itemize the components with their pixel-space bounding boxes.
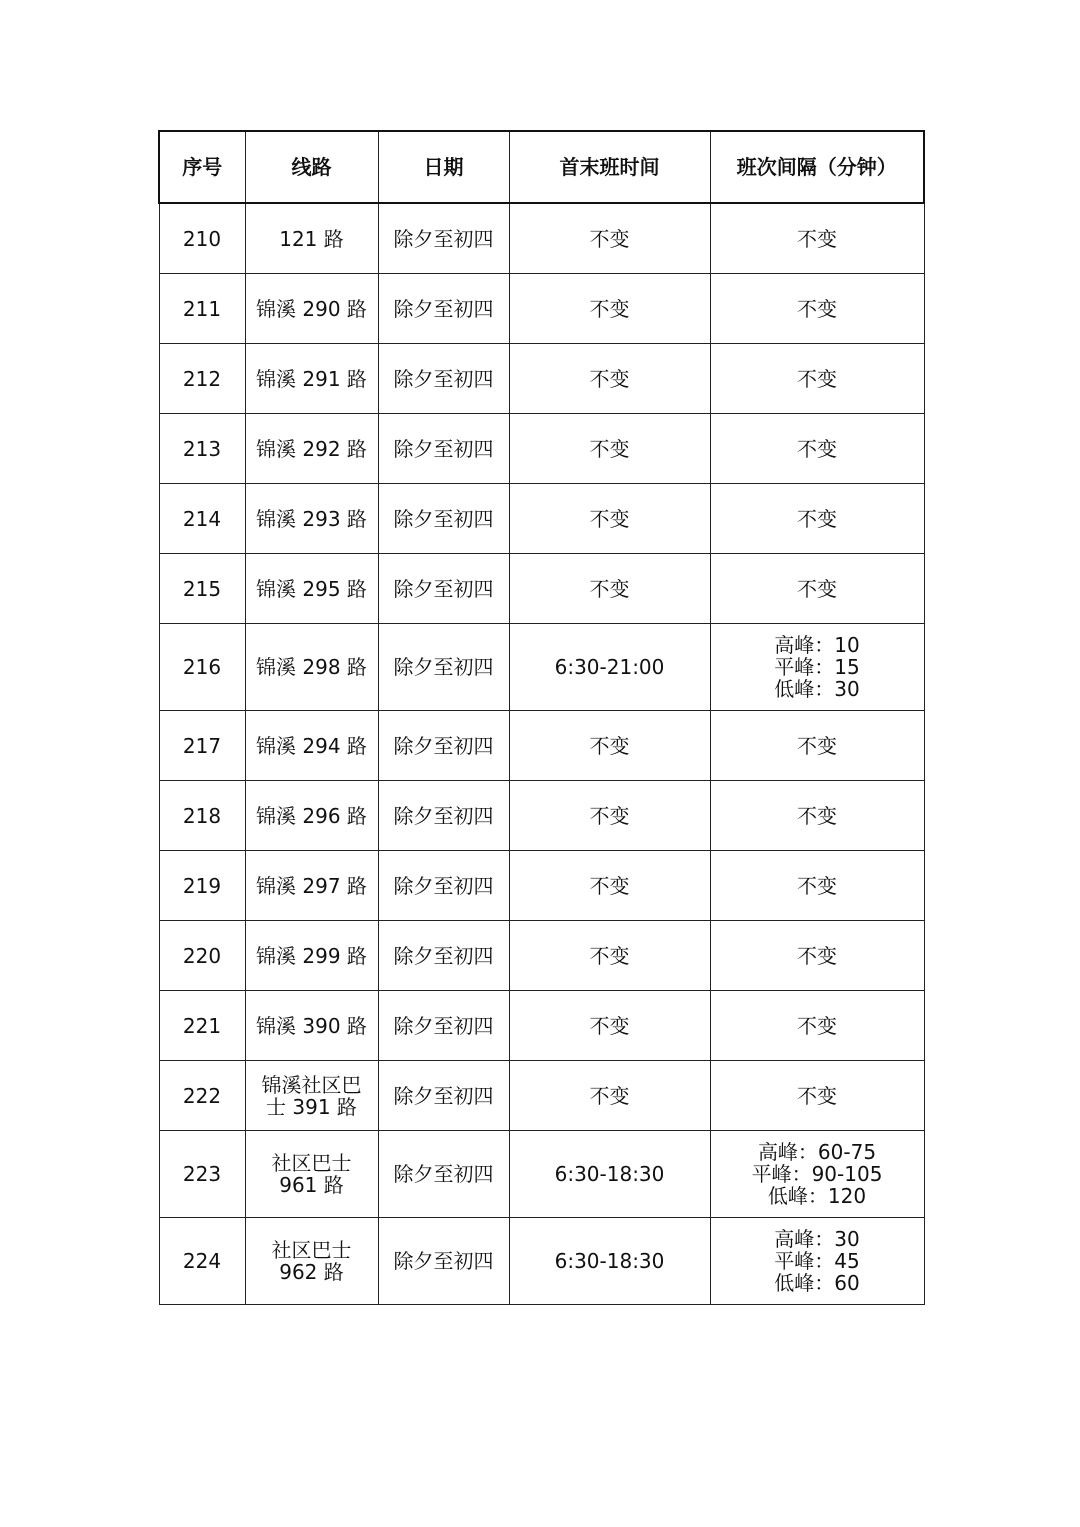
- date-cell: 除夕至初四: [378, 851, 509, 921]
- bus-schedule-table: [158, 130, 925, 1305]
- route-cell: [245, 203, 378, 274]
- interval-cell: [710, 554, 924, 624]
- interval-line: 平峰：90-105: [751, 1162, 883, 1186]
- date-cell: 除夕至初四: [378, 991, 509, 1061]
- route-line: 锦溪 298 路: [256, 655, 367, 679]
- interval-line: 不变: [797, 576, 837, 601]
- row-number: 224: [159, 1218, 245, 1305]
- hours-cell: 不变: [509, 203, 710, 274]
- route-cell: [245, 1218, 378, 1305]
- route-line: 锦溪 294 路: [256, 733, 367, 758]
- interval-line: 平峰：45: [774, 1249, 860, 1273]
- table-row: [159, 274, 924, 344]
- route-cell: [245, 921, 378, 991]
- route-line: 锦溪 299 路: [256, 943, 367, 968]
- row-number: 219: [159, 851, 245, 921]
- header-row: [159, 131, 924, 203]
- route-line: 社区巴士: [271, 1238, 352, 1262]
- row-number: 216: [159, 624, 245, 711]
- interval-cell: [710, 344, 924, 414]
- table-row: [159, 781, 924, 851]
- table-row: [159, 414, 924, 484]
- interval-line: 不变: [797, 943, 837, 968]
- route-cell: [245, 554, 378, 624]
- interval-line: 不变: [797, 1013, 837, 1038]
- table-body: [159, 203, 924, 1305]
- table-row: [159, 203, 924, 274]
- row-number: 215: [159, 554, 245, 624]
- interval-cell: [710, 203, 924, 274]
- date-cell: 除夕至初四: [378, 274, 509, 344]
- row-number: 211: [159, 274, 245, 344]
- date-cell: 除夕至初四: [378, 1061, 509, 1131]
- interval-line: 不变: [797, 436, 837, 461]
- row-number: 218: [159, 781, 245, 851]
- interval-cell: [710, 781, 924, 851]
- route-line: 121 路: [279, 226, 344, 251]
- table-row: [159, 921, 924, 991]
- table-row: [159, 554, 924, 624]
- route-cell: [245, 991, 378, 1061]
- table-row: [159, 991, 924, 1061]
- date-cell: 除夕至初四: [378, 484, 509, 554]
- table-row: [159, 484, 924, 554]
- row-number: 213: [159, 414, 245, 484]
- interval-cell: [710, 991, 924, 1061]
- header-interval: 班次间隔（分钟）: [710, 131, 924, 203]
- table-header: [159, 131, 924, 203]
- hours-cell: 不变: [509, 921, 710, 991]
- interval-line: 高峰：30: [774, 1227, 860, 1251]
- interval-cell: [710, 1061, 924, 1131]
- route-cell: [245, 1131, 378, 1218]
- hours-cell: 不变: [509, 414, 710, 484]
- route-line: 锦溪 297 路: [256, 873, 367, 898]
- row-number: 210: [159, 203, 245, 274]
- route-line: 锦溪社区巴: [261, 1072, 362, 1097]
- date-cell: 除夕至初四: [378, 921, 509, 991]
- header-route: 线路: [245, 131, 378, 203]
- table-row: [159, 711, 924, 781]
- route-cell: [245, 274, 378, 344]
- row-number: 222: [159, 1061, 245, 1131]
- route-line: 锦溪 292 路: [256, 436, 367, 461]
- date-cell: 除夕至初四: [378, 203, 509, 274]
- interval-line: 不变: [797, 873, 837, 898]
- date-cell: 除夕至初四: [378, 1218, 509, 1305]
- route-cell: [245, 1061, 378, 1131]
- interval-line: 低峰：30: [774, 677, 860, 701]
- row-number: 214: [159, 484, 245, 554]
- table-row: [159, 1061, 924, 1131]
- interval-cell: [710, 484, 924, 554]
- table-row: [159, 344, 924, 414]
- hours-cell: 不变: [509, 711, 710, 781]
- date-cell: 除夕至初四: [378, 1131, 509, 1218]
- interval-line: 不变: [797, 1083, 837, 1108]
- hours-cell: 6:30-21:00: [509, 624, 710, 711]
- date-cell: 除夕至初四: [378, 711, 509, 781]
- hours-cell: 不变: [509, 274, 710, 344]
- interval-cell: [710, 851, 924, 921]
- row-number: 220: [159, 921, 245, 991]
- table-row: [159, 1218, 924, 1305]
- interval-line: 不变: [797, 803, 837, 828]
- interval-cell: [710, 414, 924, 484]
- route-line: 士 391 路: [266, 1094, 357, 1119]
- table-row: [159, 624, 924, 711]
- hours-cell: 不变: [509, 781, 710, 851]
- route-cell: [245, 484, 378, 554]
- hours-cell: 不变: [509, 851, 710, 921]
- route-cell: [245, 781, 378, 851]
- route-line: 锦溪 390 路: [256, 1013, 367, 1038]
- row-number: 217: [159, 711, 245, 781]
- interval-line: 不变: [797, 733, 837, 758]
- route-line: 锦溪 293 路: [256, 506, 367, 531]
- row-number: 221: [159, 991, 245, 1061]
- date-cell: 除夕至初四: [378, 781, 509, 851]
- interval-cell: [710, 624, 924, 711]
- interval-line: 平峰：15: [774, 655, 860, 679]
- date-cell: 除夕至初四: [378, 554, 509, 624]
- table-row: [159, 1131, 924, 1218]
- route-cell: [245, 624, 378, 711]
- hours-cell: 不变: [509, 344, 710, 414]
- route-cell: [245, 851, 378, 921]
- header-no: 序号: [159, 131, 245, 203]
- header-date: 日期: [378, 131, 509, 203]
- hours-cell: 不变: [509, 554, 710, 624]
- interval-line: 低峰：120: [767, 1184, 867, 1208]
- interval-line: 不变: [797, 506, 837, 531]
- route-line: 锦溪 291 路: [256, 366, 367, 391]
- route-cell: [245, 414, 378, 484]
- table-row: [159, 851, 924, 921]
- interval-cell: [710, 1218, 924, 1305]
- row-number: 212: [159, 344, 245, 414]
- route-line: 锦溪 296 路: [256, 803, 367, 828]
- hours-cell: 不变: [509, 991, 710, 1061]
- date-cell: 除夕至初四: [378, 344, 509, 414]
- route-line: 961 路: [279, 1173, 344, 1197]
- route-cell: [245, 344, 378, 414]
- route-line: 锦溪 290 路: [256, 296, 367, 321]
- interval-cell: [710, 274, 924, 344]
- interval-line: 不变: [797, 226, 837, 251]
- route-line: 962 路: [279, 1260, 344, 1284]
- interval-cell: [710, 921, 924, 991]
- header-hours: 首末班时间: [509, 131, 710, 203]
- interval-cell: [710, 1131, 924, 1218]
- date-cell: 除夕至初四: [378, 624, 509, 711]
- route-cell: [245, 711, 378, 781]
- route-line: 社区巴士: [271, 1151, 352, 1175]
- interval-line: 不变: [797, 296, 837, 321]
- hours-cell: 6:30-18:30: [509, 1131, 710, 1218]
- interval-line: 高峰：10: [774, 633, 860, 657]
- date-cell: 除夕至初四: [378, 414, 509, 484]
- interval-cell: [710, 711, 924, 781]
- hours-cell: 6:30-18:30: [509, 1218, 710, 1305]
- row-number: 223: [159, 1131, 245, 1218]
- hours-cell: 不变: [509, 1061, 710, 1131]
- hours-cell: 不变: [509, 484, 710, 554]
- route-line: 锦溪 295 路: [256, 576, 367, 601]
- interval-line: 低峰：60: [774, 1271, 860, 1295]
- interval-line: 高峰：60-75: [757, 1140, 877, 1164]
- interval-line: 不变: [797, 366, 837, 391]
